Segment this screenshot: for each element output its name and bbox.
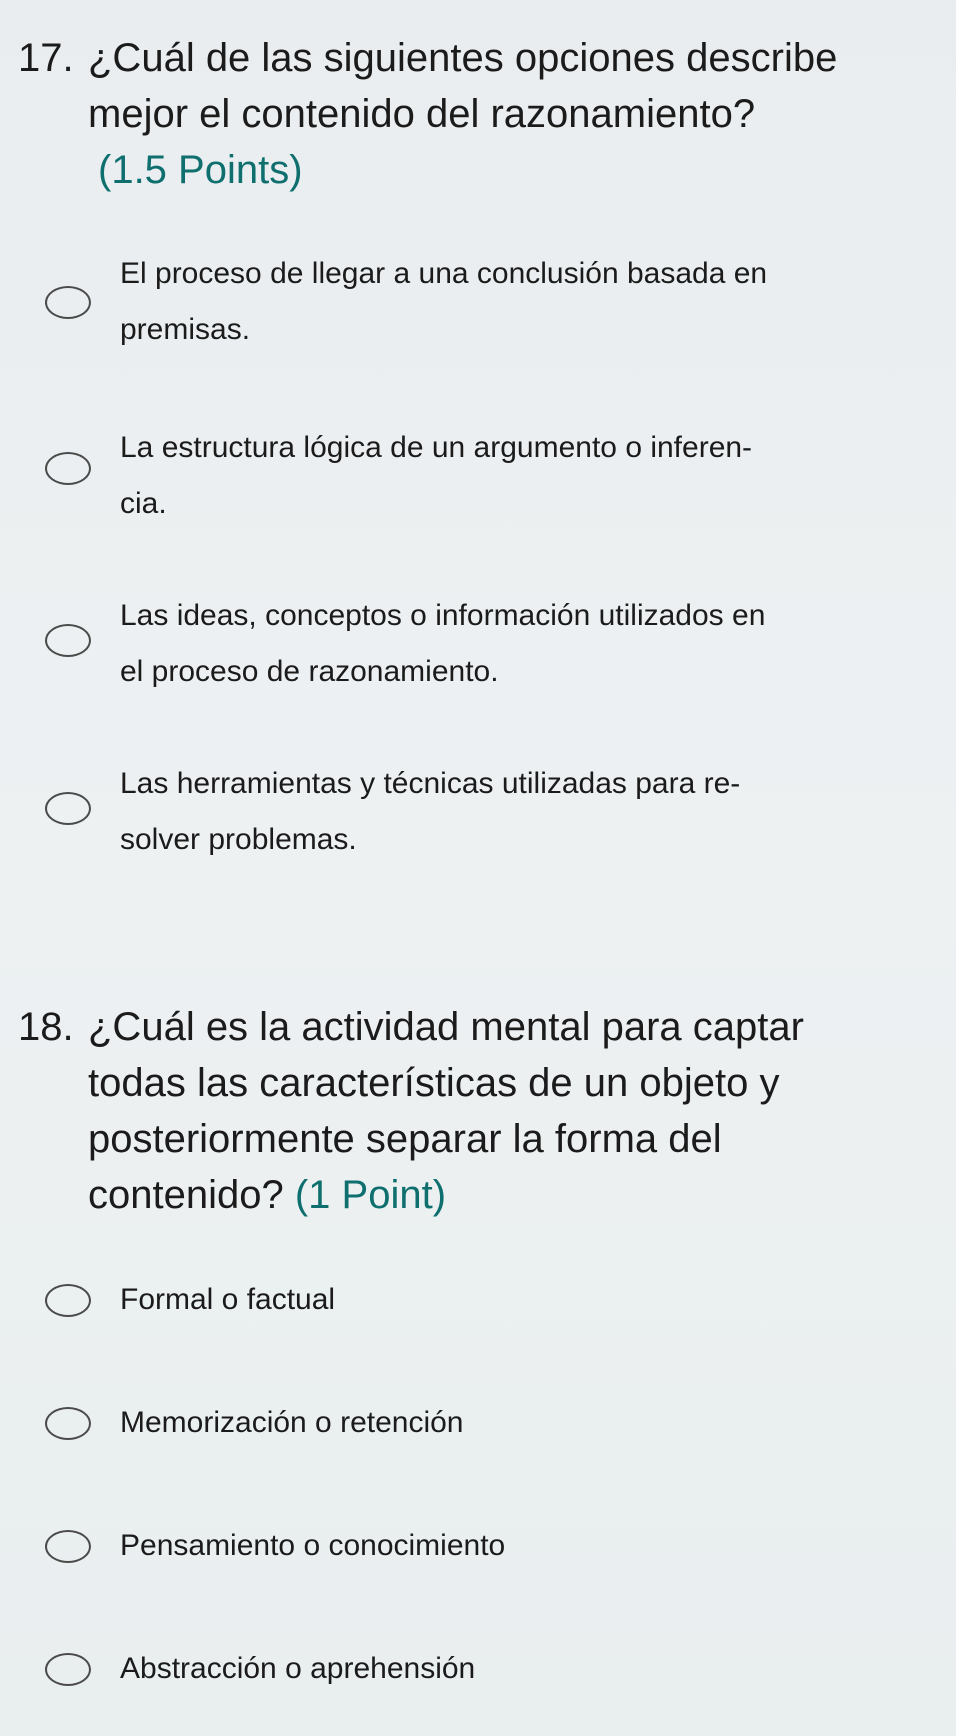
option-label-line: La estructura lógica de un argumento o inferen-: [120, 431, 753, 464]
option-label: [120, 588, 900, 700]
question-title-text: todas las características de un objeto y: [88, 1061, 780, 1105]
option-label-line: Abstracción o aprehensión: [120, 1652, 476, 1685]
option-label: [120, 246, 900, 358]
radio-button[interactable]: [45, 1284, 91, 1317]
question-title-line: [18, 1167, 918, 1223]
option-label-line: el proceso de razonamiento.: [120, 655, 499, 688]
question-title-line: [18, 30, 918, 86]
radio-button[interactable]: [45, 1530, 91, 1563]
option-label-line: solver problemas.: [120, 823, 357, 856]
question-number: 18.: [18, 1005, 74, 1049]
question-title-line: [18, 999, 918, 1055]
option-label: [120, 1641, 900, 1697]
question-title-text: posteriormente separar la forma del: [88, 1117, 722, 1161]
option-label-line: Las ideas, conceptos o información utilizados en: [120, 599, 766, 632]
option-label-line: cia.: [120, 487, 167, 520]
radio-button[interactable]: [45, 286, 91, 319]
question-title-text: ¿Cuál es la actividad mental para captar: [88, 1005, 804, 1049]
radio-button[interactable]: [45, 452, 91, 485]
question-title-text: mejor el contenido del razonamiento?: [88, 92, 756, 136]
question-title: [18, 30, 918, 198]
question-title-text: contenido?: [88, 1173, 284, 1217]
option-label-line: Pensamiento o conocimiento: [120, 1529, 506, 1562]
question-title-text: ¿Cuál de las siguientes opciones describe: [88, 36, 838, 80]
option-label: [120, 420, 900, 532]
option-label: [120, 756, 900, 868]
radio-button[interactable]: [45, 1407, 91, 1440]
option-label-line: Las herramientas y técnicas utilizadas para re-: [120, 767, 741, 800]
option-label: [120, 1395, 900, 1451]
question-points: (1.5 Points): [98, 148, 303, 192]
option-label-line: premisas.: [120, 313, 251, 346]
question-points: (1 Point): [294, 1173, 447, 1217]
option-label-line: Memorización o retención: [120, 1406, 464, 1439]
radio-button[interactable]: [45, 1653, 91, 1686]
option-label: [120, 1272, 900, 1328]
question-number: 17.: [18, 36, 74, 80]
option-label: [120, 1518, 900, 1574]
option-label-line: Formal o factual: [120, 1283, 336, 1316]
option-label-line: El proceso de llegar a una conclusión basada en: [120, 257, 768, 290]
radio-button[interactable]: [45, 624, 91, 657]
question-title: [18, 999, 918, 1223]
radio-button[interactable]: [45, 792, 91, 825]
